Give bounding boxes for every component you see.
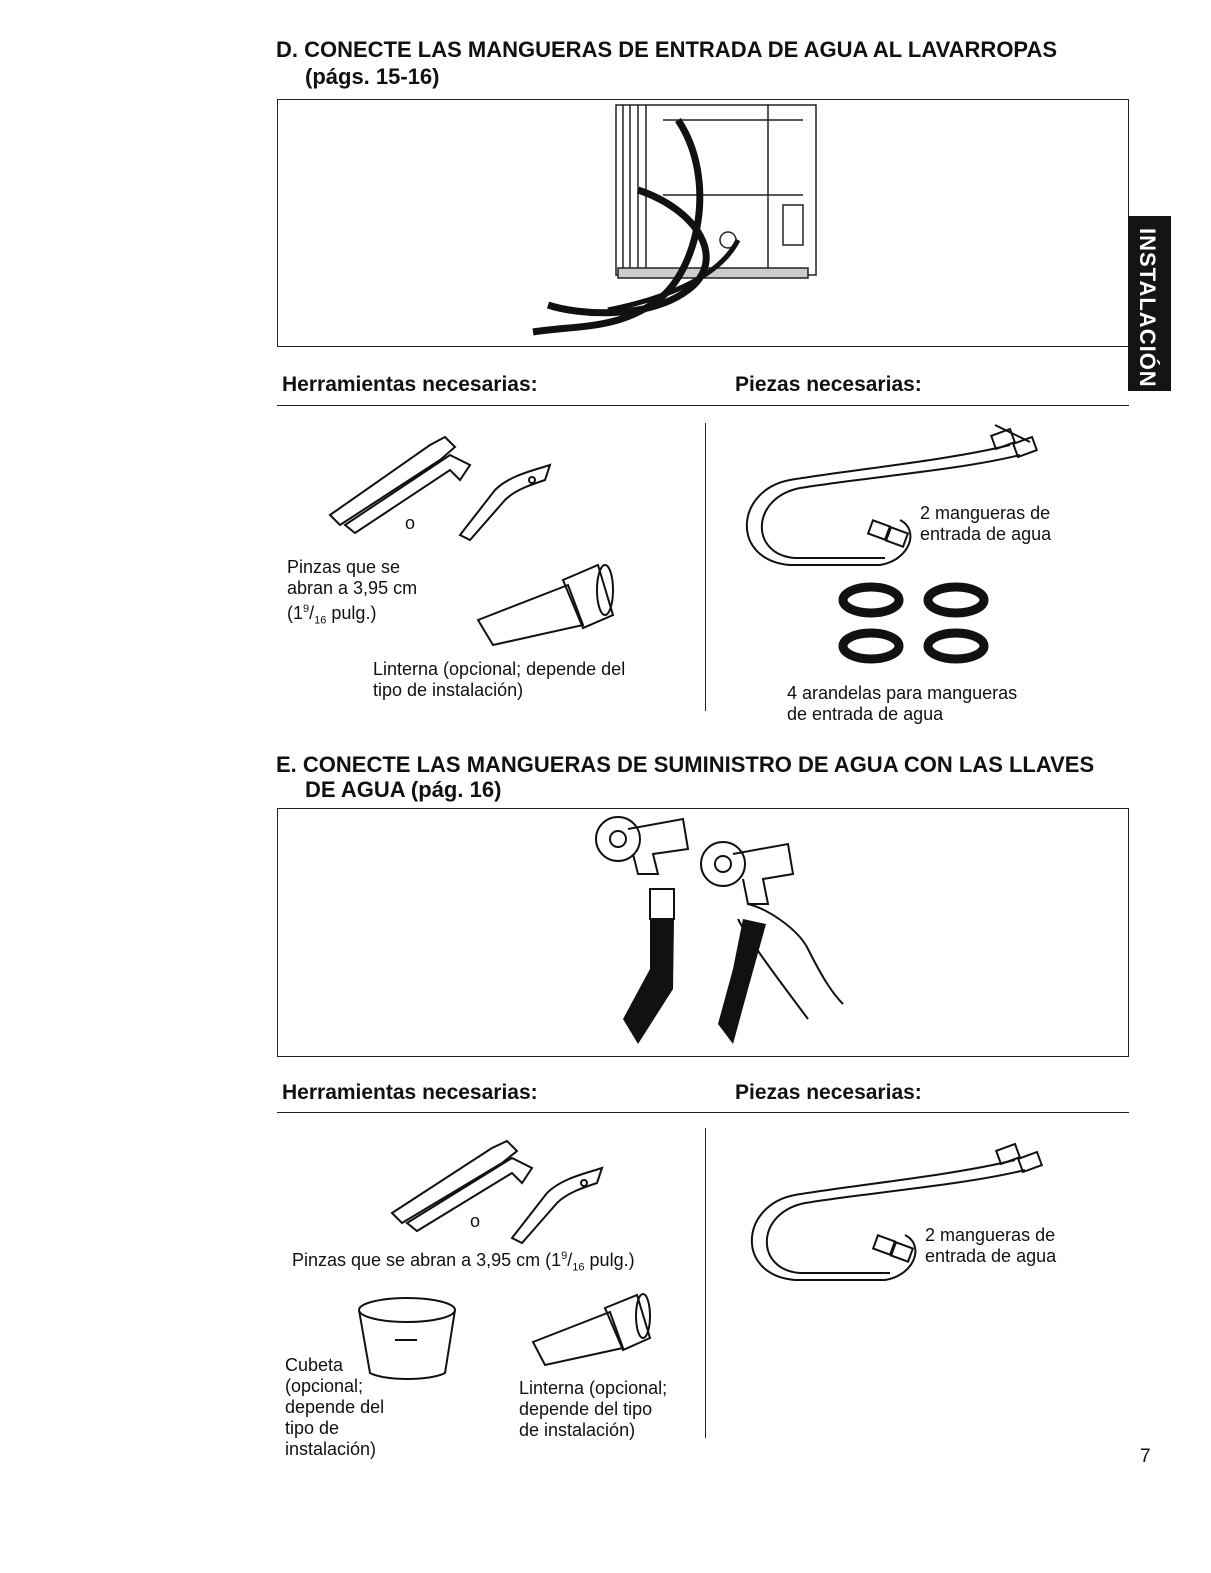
section-e-flashlight-label xyxy=(519,1378,667,1441)
bucket-label-line-3: depende del xyxy=(285,1397,385,1417)
section-e-letter: E. xyxy=(276,752,297,777)
section-e-title xyxy=(276,751,1156,778)
washers-label-line-2: de entrada de agua xyxy=(787,704,944,724)
washers-icon xyxy=(836,580,1006,670)
section-e-pliers-or: o xyxy=(470,1211,481,1231)
bucket-label-line-4: tipo de xyxy=(285,1418,340,1438)
flashlight-label-line-3: de instalación) xyxy=(519,1420,636,1440)
flashlight-label-line-2: depende del tipo xyxy=(519,1399,653,1419)
washers-label-line-1: 4 arandelas para mangueras xyxy=(787,683,1018,703)
pliers-icon xyxy=(372,1133,632,1248)
section-e-hoses-label xyxy=(925,1225,1056,1267)
section-e-illustration-frame xyxy=(277,808,1129,1057)
pliers-label-b: 9 xyxy=(561,1250,568,1262)
hoses-label-line-1: 2 mangueras de xyxy=(925,1225,1056,1245)
section-d-illustration-frame xyxy=(277,99,1129,347)
section-d-title xyxy=(276,36,1136,63)
pliers-label-d: 16 xyxy=(572,1261,585,1274)
section-d-heading-rule xyxy=(277,405,1129,406)
section-e-pliers-label xyxy=(292,1246,635,1279)
section-side-tab xyxy=(1128,216,1171,391)
bucket-label-line-5: instalación) xyxy=(285,1439,377,1459)
page-number: 7 xyxy=(1140,1446,1151,1467)
section-d-letter: D. xyxy=(276,37,298,62)
side-tab-label: INSTALACIÓN xyxy=(1135,228,1160,388)
washer-back-hoses-illustration xyxy=(278,100,1130,348)
section-e-heading-rule xyxy=(277,1112,1129,1113)
hoses-label-line-2: entrada de agua xyxy=(925,1246,1057,1266)
pliers-label-e: pulg.) xyxy=(584,1250,635,1270)
pliers-label-line-1: Pinzas que se xyxy=(287,557,401,577)
section-d-title-text: CONECTE LAS MANGUERAS DE ENTRADA DE AGUA AL LAVARROPAS xyxy=(304,37,1058,62)
section-d-hoses-label xyxy=(920,503,1051,545)
flashlight-label-line-1: Linterna (opcional; depende del xyxy=(373,659,626,679)
section-e-tools-heading: Herramientas necesarias: xyxy=(282,1081,538,1104)
faucet-hose-connection-illustration xyxy=(278,809,1130,1058)
section-d-washers-label xyxy=(787,683,1017,725)
section-d-flashlight-label xyxy=(373,659,625,701)
pliers-label-line-2: abran a 3,95 cm xyxy=(287,578,418,598)
pliers-label-3d: 16 xyxy=(314,614,327,627)
section-e-title-line-1: CONECTE LAS MANGUERAS DE SUMINISTRO DE AGUA CON LAS LLAVES xyxy=(302,752,1095,777)
pliers-label-a: Pinzas que se abran a 3,95 cm (1 xyxy=(292,1250,562,1270)
section-e-bucket-label xyxy=(285,1355,384,1460)
pliers-label-c: / xyxy=(567,1250,573,1270)
pliers-label-3e: pulg.) xyxy=(326,603,377,623)
section-e-title-line-2: DE AGUA (pág. 16) xyxy=(305,777,502,802)
flashlight-icon xyxy=(468,560,628,650)
pliers-label-3a: (1 xyxy=(287,603,304,623)
section-d-pliers-label xyxy=(287,557,417,632)
bucket-label-line-2: (opcional; xyxy=(285,1376,364,1396)
hoses-label-line-1: 2 mangueras de xyxy=(920,503,1051,523)
section-d-tools-heading: Herramientas necesarias: xyxy=(282,373,538,396)
hoses-label-line-2: entrada de agua xyxy=(920,524,1052,544)
flashlight-label-line-1: Linterna (opcional; xyxy=(519,1378,668,1398)
flashlight-icon xyxy=(525,1290,665,1370)
pliers-label-line-3 xyxy=(287,599,417,632)
section-e-column-divider xyxy=(705,1128,706,1438)
bucket-label-line-1: Cubeta xyxy=(285,1355,344,1375)
pliers-label-3b: 9 xyxy=(303,603,310,615)
section-d-column-divider xyxy=(705,423,706,711)
section-e-parts-heading: Piezas necesarias: xyxy=(735,1081,922,1104)
pliers-label-3c: / xyxy=(309,603,315,623)
flashlight-label-line-2: tipo de instalación) xyxy=(373,680,524,700)
hoses-icon xyxy=(730,420,1050,580)
pliers-icon xyxy=(310,425,570,550)
hoses-icon xyxy=(735,1135,1055,1295)
section-d-pliers-or: o xyxy=(405,513,416,533)
section-d-parts-heading: Piezas necesarias: xyxy=(735,373,922,396)
section-d-pages: (págs. 15-16) xyxy=(305,64,440,89)
